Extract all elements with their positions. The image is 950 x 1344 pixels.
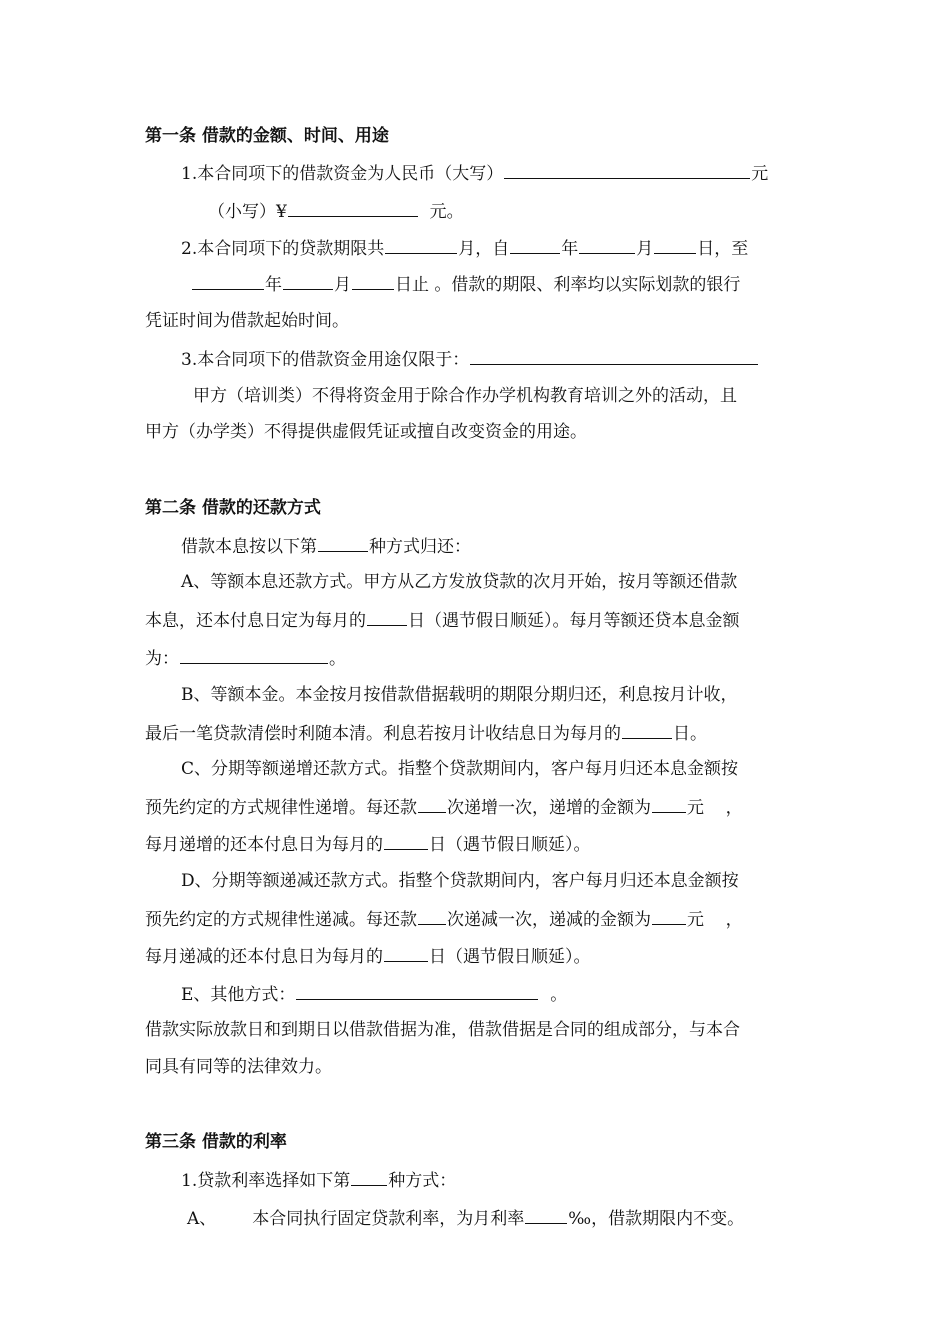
blank-d-decrement bbox=[652, 906, 686, 925]
s2-d-line3: 每月递减的还本付息日为每月的 日（遇节假日顺延）。 bbox=[145, 943, 591, 969]
s2-intro: 借款本息按以下第 种方式归还： bbox=[181, 533, 471, 559]
blank-start-month bbox=[579, 235, 635, 254]
blank-c-installments bbox=[418, 794, 446, 813]
s2-c-line3: 每月递增的还本付息日为每月的 日（遇节假日顺延）。 bbox=[145, 831, 591, 857]
s2-a-line2: 本息，还本付息日定为每月的 日（遇节假日顺延）。每月等额还贷本息金额 bbox=[145, 607, 740, 633]
blank-monthly-rate bbox=[525, 1205, 567, 1224]
s1-p3-line3: 甲方（办学类）不得提供虚假凭证或擅自改变资金的用途。 bbox=[145, 422, 587, 442]
blank-loan-purpose bbox=[470, 346, 758, 365]
blank-d-installments bbox=[418, 906, 446, 925]
s2-b-line1: B、等额本金。本金按月按借款借据载明的期限分期归还，利息按月计收， bbox=[181, 685, 738, 705]
blank-d-payday bbox=[384, 943, 428, 962]
section-3-heading: 第三条 借款的利率 bbox=[145, 1132, 287, 1152]
s1-p2-line1: 2.本合同项下的贷款期限共 月，自 年 月 日，至 bbox=[181, 235, 748, 261]
blank-end-day bbox=[352, 271, 394, 290]
blank-a-monthly-amount bbox=[180, 645, 328, 664]
blank-e-other-method bbox=[296, 981, 538, 1000]
s3-pa-line1: A、 本合同执行固定贷款利率，为月利率 ‰，借款期限内不变。 bbox=[187, 1205, 744, 1231]
s2-c-line1: C、分期等额递增还款方式。指整个贷款期间内，客户每月归还本息金额按 bbox=[181, 759, 739, 779]
s2-f-line2: 同具有同等的法律效力。 bbox=[145, 1057, 332, 1077]
blank-rate-method bbox=[351, 1167, 387, 1186]
s2-e-line1: E、其他方式： 。 bbox=[181, 981, 567, 1007]
s1-p3-line2: 甲方（培训类）不得将资金用于除合作办学机构教育培训之外的活动，且 bbox=[193, 386, 737, 406]
s2-f-line1: 借款实际放款日和到期日以借款借据为准，借款借据是合同的组成部分，与本合 bbox=[145, 1020, 740, 1040]
blank-amount-words bbox=[504, 160, 750, 179]
blank-start-day bbox=[654, 235, 696, 254]
s2-d-line2: 预先约定的方式规律性递减。每还款 次递减一次，递减的金额为 元 ， bbox=[145, 906, 743, 932]
blank-term-months bbox=[385, 235, 457, 254]
blank-repay-method bbox=[318, 533, 368, 552]
section-2-heading: 第二条 借款的还款方式 bbox=[145, 498, 321, 518]
blank-c-payday bbox=[384, 831, 428, 850]
section-1-heading: 第一条 借款的金额、时间、用途 bbox=[145, 126, 389, 146]
s1-p2-line2: 年 月 日止 。借款的期限、利率均以实际划款的银行 bbox=[191, 271, 740, 297]
s1-p1-line2: （小写）¥ 元。 bbox=[208, 198, 464, 224]
blank-a-payday bbox=[367, 607, 407, 626]
s2-c-line2: 预先约定的方式规律性递增。每还款 次递增一次，递增的金额为 元 ， bbox=[145, 794, 743, 820]
s1-p1-line1: 1.本合同项下的借款资金为人民币（大写） 元 bbox=[181, 160, 806, 186]
s1-p2-line3: 凭证时间为借款起始时间。 bbox=[145, 311, 349, 331]
blank-c-increment bbox=[652, 794, 686, 813]
s2-a-line1: A、等额本息还款方式。甲方从乙方发放贷款的次月开始，按月等额还借款 bbox=[181, 572, 738, 592]
s2-a-line3: 为： 。 bbox=[145, 645, 346, 671]
s2-d-line1: D、分期等额递减还款方式。指整个贷款期间内，客户每月归还本息金额按 bbox=[181, 871, 739, 891]
blank-end-month bbox=[283, 271, 333, 290]
blank-start-year bbox=[510, 235, 560, 254]
s2-b-line2: 最后一笔贷款清偿时利随本清。利息若按月计收结息日为每月的 日。 bbox=[145, 720, 707, 746]
s1-p3-line1: 3.本合同项下的借款资金用途仅限于： bbox=[181, 346, 759, 372]
blank-end-year bbox=[192, 271, 264, 290]
blank-amount-figures bbox=[288, 198, 418, 217]
blank-b-interest-day bbox=[622, 720, 672, 739]
s3-p1-line1: 1.贷款利率选择如下第 种方式： bbox=[181, 1167, 456, 1193]
